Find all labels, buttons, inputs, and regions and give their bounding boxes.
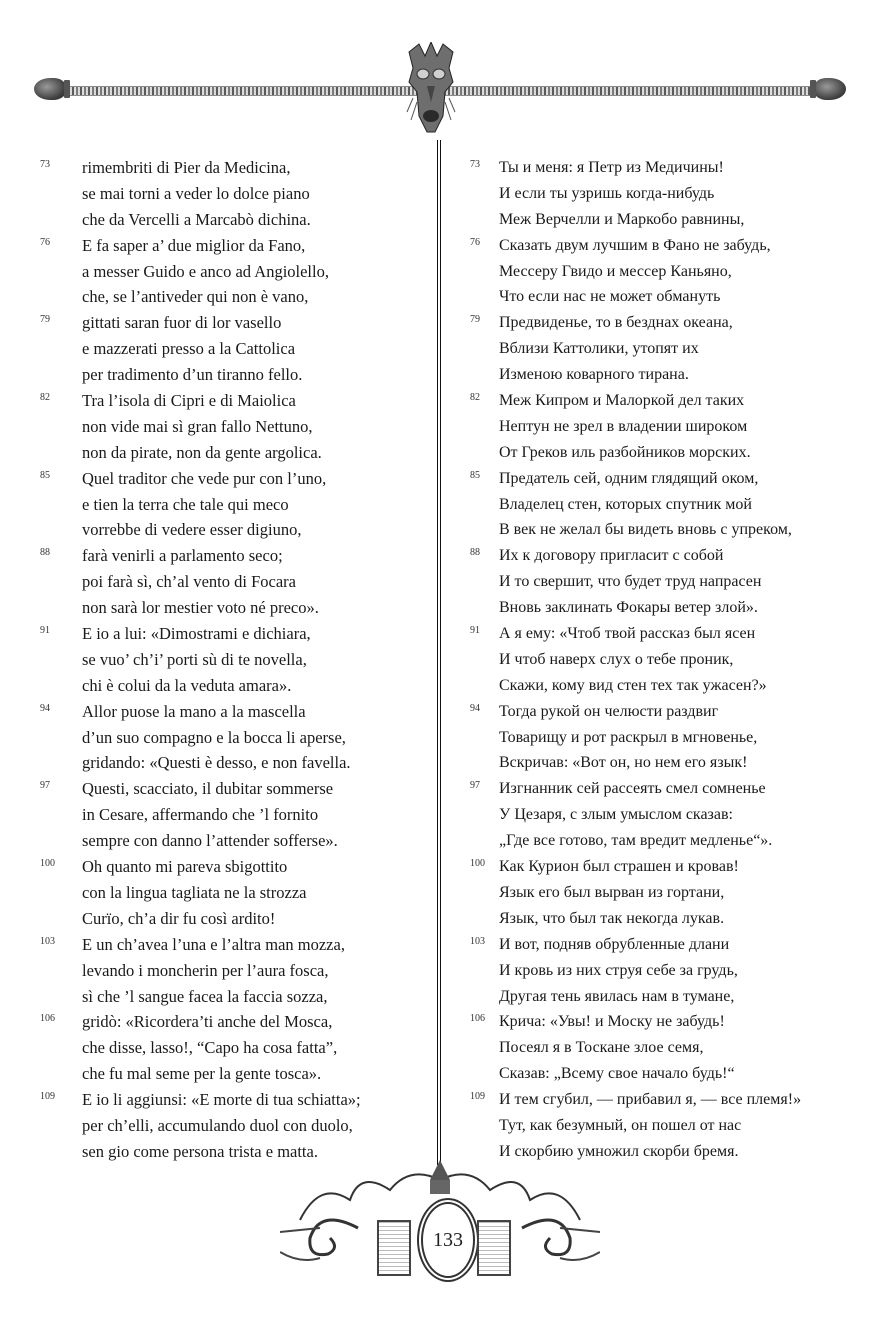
- verse-number: 100: [470, 858, 485, 870]
- verse-line: Изгнанник сей рассеять смел сомненье: [499, 780, 766, 798]
- russian-tercet: [470, 233, 860, 311]
- italian-tercet: [40, 776, 420, 854]
- right-scroll-icon: [520, 1208, 600, 1266]
- verse-line: che da Vercelli a Marcabò dichina.: [82, 209, 311, 229]
- verse-line: Curïo, ch’a dir fu così ardito!: [82, 908, 276, 928]
- verse-line: con la lingua tagliata ne la strozza: [82, 882, 307, 902]
- verse-line: d’un suo compagno e la bocca li aperse,: [82, 727, 346, 747]
- verse-number: 109: [470, 1091, 485, 1103]
- russian-tercet: [470, 388, 860, 466]
- russian-tercet: [470, 1087, 860, 1165]
- verse-number: 97: [40, 780, 50, 792]
- verse-line: sen gio come persona trista e matta.: [82, 1141, 318, 1161]
- russian-tercet: [470, 699, 860, 777]
- verse-number: 94: [470, 702, 480, 714]
- column-divider: [437, 140, 441, 1165]
- verse-line: poi farà sì, ch’al vento di Focara: [82, 572, 296, 592]
- italian-tercet: [40, 1009, 420, 1087]
- verse-line: Посеял я в Тоскане злое семя,: [499, 1039, 704, 1057]
- verse-line: rimembriti di Pier da Medicina,: [82, 158, 291, 177]
- verse-line: gridando: «Questi è desso, e non favella.: [82, 753, 351, 773]
- verse-line: sempre con danno l’attender sofferse».: [82, 831, 338, 851]
- verse-line: Изменою коварного тирана.: [499, 366, 689, 384]
- verse-line: Tra l’isola di Cipri e di Maiolica: [82, 391, 296, 411]
- verse-number: 82: [40, 392, 50, 404]
- russian-tercet: [470, 621, 860, 699]
- verse-line: farà venirli a parlamento seco;: [82, 546, 283, 566]
- top-ornament: [0, 60, 880, 140]
- verse-line: А я ему: «Чтоб твой рассказ был ясен: [499, 625, 756, 643]
- russian-tercet: [470, 932, 860, 1010]
- verse-line: vorrebbe di vedere esser digiuno,: [82, 520, 302, 540]
- russian-tercet: [470, 776, 860, 854]
- right-finial-cap: [810, 80, 816, 98]
- russian-tercet: [470, 543, 860, 621]
- verse-line: in Cesare, affermando che ’l fornito: [82, 805, 319, 825]
- verse-number: 106: [470, 1013, 485, 1025]
- verse-line: E io li aggiunsi: «E morte di tua schiatta»;: [82, 1090, 361, 1110]
- russian-tercet: [470, 310, 860, 388]
- verse-line: Владелец стен, которых спутник мой: [499, 495, 752, 513]
- verse-line: И если ты узришь когда-нибудь: [499, 184, 715, 202]
- verse-line: Предвиденье, то в безднах океана,: [499, 314, 733, 332]
- verse-line: Тогда рукой он челюсти раздвиг: [499, 702, 719, 720]
- verse-line: Тут, как безумный, он пошел от нас: [499, 1116, 742, 1134]
- verse-line: Что если нас не может обмануть: [499, 288, 721, 306]
- verse-number: 82: [470, 392, 480, 404]
- verse-number: 109: [40, 1091, 55, 1103]
- verse-number: 91: [470, 625, 480, 637]
- verse-number: 97: [470, 780, 480, 792]
- verse-line: Их к договору пригласит с собой: [499, 547, 724, 565]
- russian-tercet: [470, 1009, 860, 1087]
- verse-line: e mazzerati presso a la Cattolica: [82, 339, 296, 359]
- left-finial-icon: [34, 78, 66, 100]
- verse-line: Товарищу и рот раскрыл в мгновенье,: [499, 728, 758, 746]
- page-number: 133: [417, 1198, 479, 1282]
- verse-line: E io a lui: «Dimostrami e dichiara,: [82, 624, 311, 644]
- verse-line: Allor puose la mano a la mascella: [82, 701, 306, 721]
- italian-tercet: [40, 854, 420, 932]
- verse-number: 79: [470, 314, 480, 326]
- verse-line: И тем сгубил, — прибавил я, — все племя!»: [499, 1091, 802, 1109]
- verse-number: 79: [40, 314, 50, 326]
- verse-line: У Цезаря, с злым умыслом сказав:: [499, 806, 733, 824]
- italian-tercet: [40, 621, 420, 699]
- verse-line: В век не желал бы видеть вновь с упреком,: [499, 521, 792, 539]
- left-finial-cap: [64, 80, 70, 98]
- verse-line: Меж Верчелли и Маркобо равнины,: [499, 210, 745, 228]
- verse-line: che fu mal seme per la gente tosca».: [82, 1064, 322, 1084]
- verse-line: Как Курион был страшен и кровав!: [499, 858, 739, 876]
- italian-tercet: [40, 699, 420, 777]
- italian-tercet: [40, 310, 420, 388]
- verse-number: 103: [40, 935, 55, 947]
- verse-line: per ch’elli, accumulando duol con duolo,: [82, 1115, 353, 1135]
- italian-column: [40, 155, 420, 1165]
- italian-tercet: [40, 932, 420, 1010]
- verse-number: 100: [40, 858, 55, 870]
- verse-number: 85: [40, 469, 50, 481]
- right-finial-icon: [814, 78, 846, 100]
- verse-line: se vuo’ ch’i’ porti sù di te novella,: [82, 649, 307, 669]
- verse-number: 85: [470, 469, 480, 481]
- verse-line: Вскричав: «Вот он, но нем его язык!: [499, 754, 748, 772]
- left-scroll-icon: [280, 1208, 360, 1266]
- verse-line: levando i moncherin per l’aura fosca,: [82, 960, 329, 980]
- verse-line: И кровь из них струя себе за грудь,: [499, 961, 738, 979]
- verse-line: Вблизи Каттолики, утопят их: [499, 340, 699, 358]
- verse-line: Скажи, кому вид стен тех так ужасен?»: [499, 676, 767, 694]
- verse-line: Меж Кипром и Малоркой дел таких: [499, 392, 745, 410]
- verse-line: Язык его был вырван из гортани,: [499, 883, 725, 901]
- verse-line: Другая тень явилась нам в тумане,: [499, 987, 735, 1005]
- verse-line: Предатель сей, одним глядящий оком,: [499, 469, 759, 487]
- russian-tercet: [470, 466, 860, 544]
- italian-tercet: [40, 466, 420, 544]
- verse-line: Мессеру Гвидо и мессер Каньяно,: [499, 262, 732, 280]
- verse-line: Questi, scacciato, il dubitar sommerse: [82, 779, 334, 799]
- italian-tercet: [40, 388, 420, 466]
- verse-line: E un ch’avea l’una e l’altra man mozza,: [82, 934, 345, 954]
- verse-line: И то свершит, что будет труд напрасен: [499, 573, 762, 591]
- italian-tercet: [40, 233, 420, 311]
- italian-tercet: [40, 543, 420, 621]
- verse-line: И чтоб наверх слух о тебе проник,: [499, 650, 734, 668]
- russian-tercet: [470, 155, 860, 233]
- verse-line: gittati saran fuor di lor vasello: [82, 313, 282, 333]
- verse-line: che disse, lasso!, “Capo ha cosa fatta”,: [82, 1038, 338, 1058]
- verse-line: chi è colui da la veduta amara».: [82, 675, 292, 695]
- verse-number: 76: [470, 236, 480, 248]
- verse-line: non vide mai sì gran fallo Nettuno,: [82, 416, 313, 436]
- verse-line: Quel traditor che vede pur con l’uno,: [82, 468, 327, 488]
- verse-line: Нептун не зрел в владении широком: [499, 417, 748, 435]
- verse-line: Ты и меня: я Петр из Медичины!: [499, 159, 724, 176]
- verse-line: „Где все готово, там вредит медленье“».: [499, 832, 773, 850]
- verse-line: Крича: «Увы! и Моску не забудь!: [499, 1013, 725, 1031]
- verse-line: gridò: «Ricordera’ti anche del Mosca,: [82, 1012, 333, 1032]
- verse-line: per tradimento d’un tiranno fello.: [82, 365, 303, 385]
- italian-tercet: [40, 155, 420, 233]
- verse-line: sì che ’l sangue facea la faccia sozza,: [82, 986, 328, 1006]
- verse-number: 106: [40, 1013, 55, 1025]
- verse-line: Сказав: „Всему свое начало будь!“: [499, 1065, 735, 1083]
- verse-number: 91: [40, 625, 50, 637]
- verse-number: 73: [40, 159, 50, 170]
- verse-line: От Греков иль разбойников морских.: [499, 443, 751, 461]
- verse-number: 73: [470, 159, 480, 170]
- italian-tercet: [40, 1087, 420, 1165]
- lion-mask-icon: [405, 42, 457, 140]
- right-cartouche: [477, 1220, 511, 1276]
- verse-line: Вновь заклинать Фокары ветер злой».: [499, 599, 758, 617]
- left-cartouche: [377, 1220, 411, 1276]
- verse-line: Язык, что был так некогда лукав.: [499, 909, 725, 927]
- verse-number: 76: [40, 236, 50, 248]
- russian-column: [470, 155, 860, 1165]
- verse-line: se mai torni a veder lo dolce piano: [82, 183, 310, 203]
- russian-tercet: [470, 854, 860, 932]
- verse-line: non da pirate, non da gente argolica.: [82, 442, 322, 462]
- verse-number: 103: [470, 935, 485, 947]
- verse-line: И вот, подняв обрубленные длани: [499, 935, 730, 953]
- verse-line: E fa saper a’ due miglior da Fano,: [82, 235, 306, 255]
- bottom-ornament: [240, 1160, 640, 1310]
- verse-line: e tien la terra che tale qui meco: [82, 494, 289, 514]
- verse-number: 88: [470, 547, 480, 559]
- verse-number: 88: [40, 547, 50, 559]
- verse-line: che, se l’antiveder qui non è vano,: [82, 287, 309, 307]
- verse-line: non sarà lor mestier voto né preco».: [82, 598, 319, 618]
- verse-line: И скорбию умножил скорби бремя.: [499, 1142, 739, 1160]
- verse-line: Oh quanto mi pareva sbigottito: [82, 857, 288, 877]
- verse-line: Сказать двум лучшим в Фано не забудь,: [499, 236, 771, 254]
- verse-number: 94: [40, 702, 50, 714]
- verse-line: a messer Guido e anco ad Angiolello,: [82, 261, 329, 281]
